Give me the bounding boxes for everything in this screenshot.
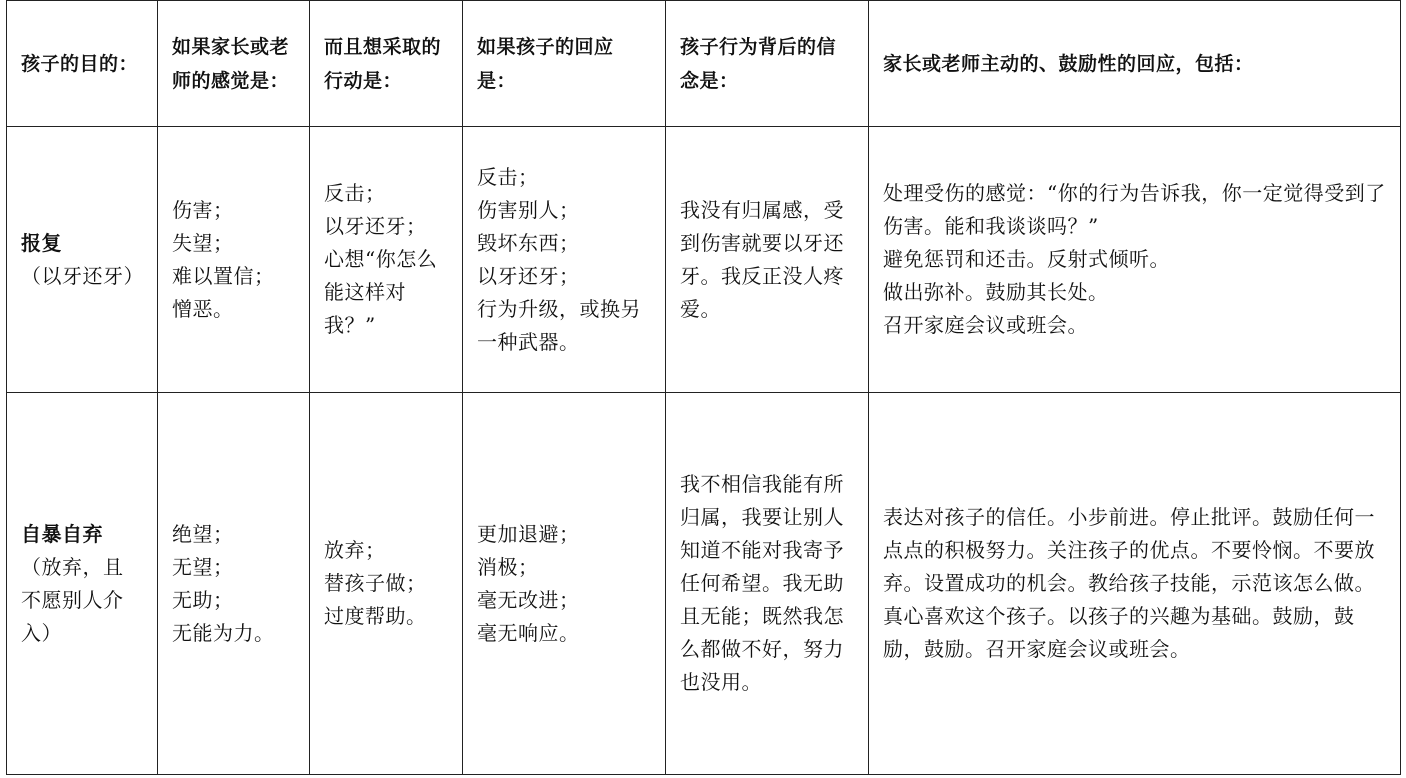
feeling-item: 难以置信； bbox=[172, 263, 275, 288]
response-item: 反击； bbox=[477, 164, 539, 189]
feeling-item: 无能为力。 bbox=[172, 620, 275, 645]
belief-cell: 我不相信我能有所归属，我要让别人知道不能对我寄予任何希望。我无助且无能；既然我怎么都做不好，努力也没用。 bbox=[666, 393, 869, 775]
goal-title: 自暴自弃 bbox=[21, 521, 103, 546]
header-action: 而且想采取的行动是： bbox=[310, 1, 463, 127]
feeling-item: 失望； bbox=[172, 230, 234, 255]
goal-title: 报复 bbox=[21, 230, 62, 255]
header-belief: 孩子行为背后的信念是： bbox=[666, 1, 869, 127]
feeling-item: 无望； bbox=[172, 554, 234, 579]
response-item: 毫无响应。 bbox=[477, 620, 580, 645]
encouragement-item: 召开家庭会议或班会。 bbox=[883, 313, 1088, 337]
encouragement-cell bbox=[869, 127, 1401, 393]
response-item: 毫无改进； bbox=[477, 587, 580, 612]
belief-cell: 我没有归属感，受到伤害就要以牙还牙。我反正没人疼爱。 bbox=[666, 127, 869, 393]
header-encouragement: 家长或老师主动的、鼓励性的回应，包括： bbox=[869, 1, 1401, 127]
response-cell bbox=[463, 127, 666, 393]
response-cell bbox=[463, 393, 666, 775]
encouragement-item: 处理受伤的感觉：“你的行为告诉我，你一定觉得受到了伤害。能和我谈谈吗？” bbox=[883, 181, 1386, 238]
goal-cell bbox=[7, 393, 158, 775]
response-item: 毁坏东西； bbox=[477, 230, 580, 255]
response-item: 伤害别人； bbox=[477, 197, 580, 222]
feeling-item: 伤害； bbox=[172, 197, 234, 222]
header-row bbox=[7, 1, 1401, 127]
goal-note: （放弃，且不愿别人介入） bbox=[21, 554, 124, 645]
encouragement-item: 避免惩罚和还击。反射式倾听。 bbox=[883, 247, 1170, 271]
feeling-item: 憎恶。 bbox=[172, 296, 234, 321]
action-cell: 反击； 以牙还牙； 心想“你怎么能这样对我？” bbox=[310, 127, 463, 393]
encouragement-item: 做出弥补。鼓励其长处。 bbox=[883, 280, 1109, 304]
feeling-item: 无助； bbox=[172, 587, 234, 612]
header-goal: 孩子的目的： bbox=[7, 1, 158, 127]
table-row bbox=[7, 393, 1401, 775]
table-row bbox=[7, 127, 1401, 393]
encouragement-cell: 表达对孩子的信任。小步前进。停止批评。鼓励任何一点点的积极努力。关注孩子的优点。不要怜悯。不要放弃。设置成功的机会。教给孩子技能，示范该怎么做。真心喜欢这个孩子。以孩子的兴趣为基础。鼓励，鼓励，鼓励。召开家庭会议或班会。 bbox=[869, 393, 1401, 775]
header-child-response: 如果孩子的回应是： bbox=[463, 1, 666, 127]
response-item: 行为升级，或换另一种武器。 bbox=[477, 296, 641, 354]
action-cell: 放弃； 替孩子做； 过度帮助。 bbox=[310, 393, 463, 775]
feeling-cell bbox=[158, 393, 310, 775]
goals-table bbox=[6, 0, 1401, 775]
goal-note: （以牙还牙） bbox=[21, 263, 144, 288]
feeling-cell bbox=[158, 127, 310, 393]
response-item: 以牙还牙； bbox=[477, 263, 580, 288]
response-item: 消极； bbox=[477, 554, 539, 579]
feeling-item: 绝望； bbox=[172, 521, 234, 546]
goal-cell bbox=[7, 127, 158, 393]
header-feeling: 如果家长或老师的感觉是： bbox=[158, 1, 310, 127]
response-item: 更加退避； bbox=[477, 521, 580, 546]
